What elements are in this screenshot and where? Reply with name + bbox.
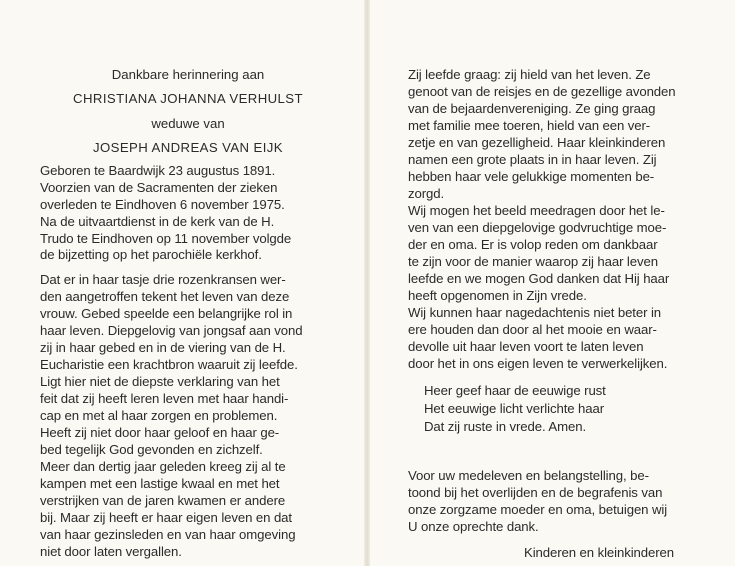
- text-line: zij in haar gebed en in de viering van de H.: [40, 340, 286, 355]
- text-line: door het in ons eigen leven te verwerkelijken.: [408, 356, 668, 371]
- biography-line: overleden te Eindhoven 6 november 1975.: [40, 197, 285, 212]
- deceased-name: CHRISTIANA JOHANNA VERHULST: [73, 91, 303, 106]
- text-line: Dat er in haar tasje drie rozenkransen wer-: [40, 272, 286, 287]
- text-line: van haar gezinsleden en van haar omgeving: [40, 527, 296, 542]
- thanks-line: Voor uw medeleven en belangstelling, be-: [408, 468, 649, 483]
- text-line: verstrijken van de jaren kwamen er andere: [40, 493, 286, 508]
- text-line: namen een grote plaats in in haar leven. Zij: [408, 152, 657, 167]
- left-page: [0, 0, 366, 566]
- text-line: heeft opgenomen in Zijn vrede.: [408, 288, 587, 303]
- heading-intro: Dankbare herinnering aan: [111, 67, 265, 82]
- biography-line: de bijzetting op het parochiële kerkhof.: [40, 247, 262, 262]
- thanks-line: toond bij het overlijden en de begrafenis van: [408, 485, 663, 500]
- text-line: Zij leefde graag: zij hield van het leven. Ze: [408, 67, 651, 82]
- text-line: Ligt hier niet de diepste verklaring van het: [40, 374, 280, 389]
- text-line: cap en met al haar zorgen en problemen.: [40, 408, 278, 423]
- text-line: devolle uit haar leven voort te laten leven: [408, 339, 644, 354]
- text-line: te zijn voor de manier waarop zij haar leven: [408, 254, 658, 269]
- text-line: genoot van de reisjes en de gezellige avonden: [408, 84, 676, 99]
- text-line: kampen met een lastige kwaal en met het: [40, 476, 280, 491]
- text-line: Eucharistie een krachtbron waaruit zij leefde.: [40, 357, 298, 372]
- text-line: met familie mee toeren, hield van een ver-: [408, 118, 651, 133]
- text-line: van de bejaardenvereniging. Ze ging graag: [408, 101, 656, 116]
- biography-line: Trudo te Eindhoven op 11 november volgde: [40, 231, 292, 246]
- text-line: zetje en van gezelligheid. Haar kleinkinderen: [408, 135, 666, 150]
- biography-line: Geboren te Baardwijk 23 augustus 1891.: [40, 163, 276, 178]
- text-line: zorgd.: [408, 186, 445, 201]
- text-line: Heeft zij niet door haar geloof en haar ge-: [40, 425, 280, 440]
- text-line: leefde en we mogen God danken dat Hij haar: [408, 271, 670, 286]
- text-line: ven van een diepgelovige godvruchtige moe-: [408, 220, 667, 235]
- signature: Kinderen en kleinkinderen: [524, 545, 674, 560]
- text-line: vrouw. Gebed speelde een belangrijke rol in: [40, 306, 293, 321]
- biography-line: Na de uitvaartdienst in de kerk van de H.: [40, 214, 275, 229]
- text-line: den aangetroffen tekent het leven van deze: [40, 289, 290, 304]
- text-line: feit dat zij heeft leren leven met haar handi-: [40, 391, 289, 406]
- text-line: ere houden dan door al het mooie en waar-: [408, 322, 657, 337]
- text-line: hebben haar vele gelukkige momenten be-: [408, 169, 655, 184]
- prayer-line: Het eeuwige licht verlichte haar: [424, 401, 605, 416]
- text-line: der en oma. Er is volop reden om dankbaar: [408, 237, 658, 252]
- thanks-line: U onze oprechte dank.: [408, 519, 539, 534]
- text-line: bij. Maar zij heeft er haar eigen leven en dat: [40, 510, 292, 525]
- prayer-line: Heer geef haar de eeuwige rust: [424, 383, 606, 398]
- text-line: bed tegelijk God gevonden en zichzelf.: [40, 442, 263, 457]
- thanks-line: onze zorgzame moeder en oma, betuigen wij: [408, 502, 668, 517]
- heading-widow-of: weduwe van: [151, 116, 225, 131]
- spouse-name: JOSEPH ANDREAS VAN EIJK: [93, 140, 283, 155]
- text-line: Wij mogen het beeld meedragen door het le-: [408, 203, 665, 218]
- biography-line: Voorzien van de Sacramenten der zieken: [40, 180, 278, 195]
- text-line: niet door laten vergallen.: [40, 544, 182, 559]
- prayer-line: Dat zij ruste in vrede. Amen.: [424, 419, 587, 434]
- text-line: Meer dan dertig jaar geleden kreeg zij al te: [40, 459, 286, 474]
- text-line: haar leven. Diepgelovig van jongsaf aan vond: [40, 323, 303, 338]
- text-line: Wij kunnen haar nagedachtenis niet beter in: [408, 305, 662, 320]
